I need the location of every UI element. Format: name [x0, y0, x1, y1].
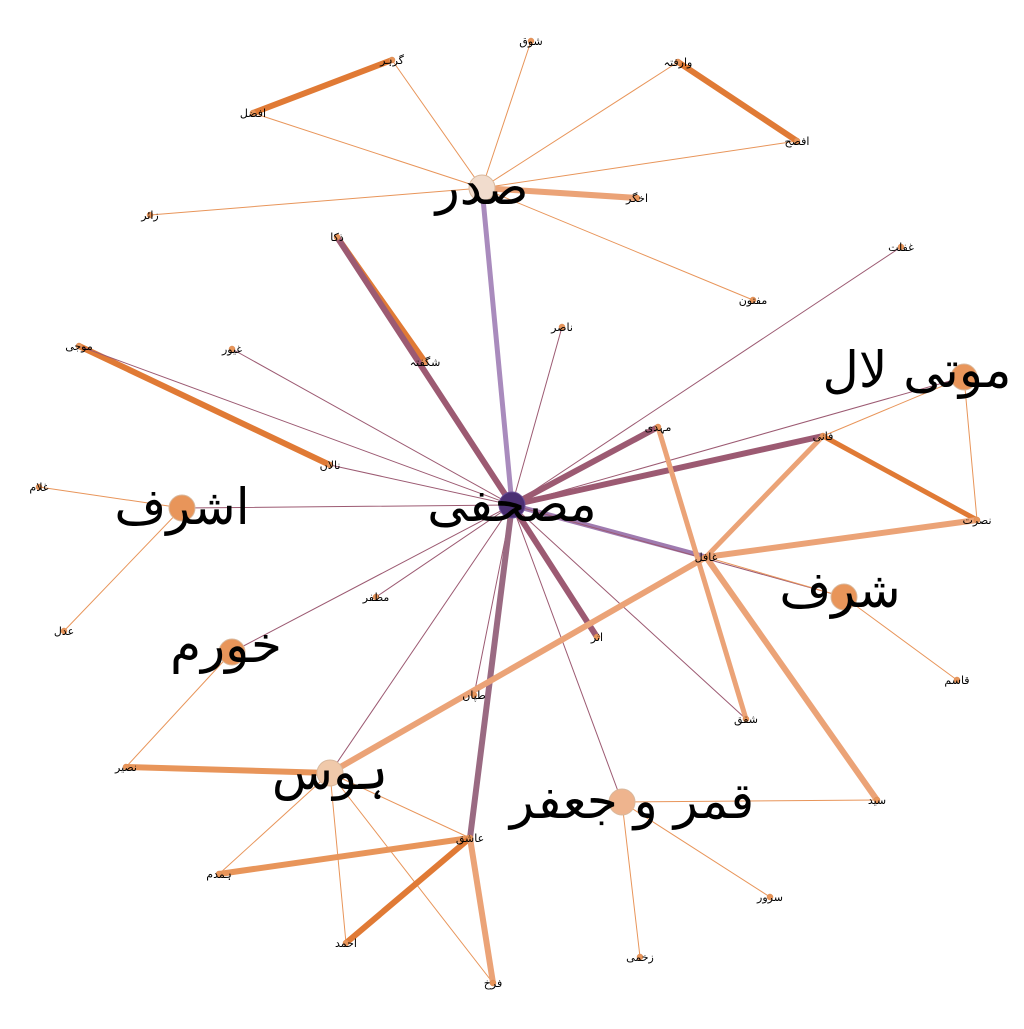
label-layer	[29, 35, 1011, 990]
node-label-zakhmi: زخمی	[626, 951, 654, 964]
node-label-akhgar: اخگر	[626, 192, 648, 205]
node-label-muzaffar: مظفر	[362, 591, 390, 604]
node-label-nalan: نالاں	[319, 459, 341, 472]
node-label-shauq: شوق	[519, 35, 543, 48]
node-label-sharaf: شرف	[779, 561, 901, 619]
node-label-sadr: صدر	[435, 158, 529, 216]
node-label-zair: زائر	[141, 209, 159, 222]
node-label-shagufta: شگفتہ	[409, 356, 441, 369]
node-label-fani: فانی	[812, 430, 834, 443]
node-label-ghaflat: غفلت	[888, 241, 914, 254]
edge-fani-ghafil	[706, 436, 823, 557]
edge-afzal-gubar	[253, 60, 392, 113]
node-label-gubar: گرہر	[380, 54, 404, 67]
node-label-surur: سرور	[757, 891, 783, 904]
node-label-hawas: ہوس	[271, 743, 389, 801]
edge-ashiq-farrukh	[470, 838, 493, 983]
edge-mahdi-shafaq	[658, 427, 746, 719]
edge-mushafi-qamar	[512, 505, 622, 802]
node-label-qasim: قاسم	[944, 674, 970, 687]
node-label-qamar: قمر و جعفر	[509, 772, 755, 830]
node-label-sayyid: سید	[867, 794, 887, 807]
node-label-zaka: ذکا	[330, 231, 344, 244]
edge-hawas-farrukh	[330, 773, 493, 983]
node-label-hamdam: ہمدم	[206, 868, 232, 881]
edge-mushafi-zaka	[337, 237, 512, 505]
node-label-nusrat: نصرت	[962, 514, 992, 527]
edge-nusrat-ghafil	[706, 520, 977, 557]
node-label-nasir: ناصر	[551, 321, 573, 334]
node-label-afsah: افصح	[784, 135, 810, 148]
node-label-farrukh: فرخ	[483, 977, 503, 990]
node-label-ghayur: غیور	[221, 343, 243, 356]
edge-sadr-zair	[150, 188, 482, 215]
node-label-ashiq: عاشق	[455, 832, 485, 845]
edge-sadr-afsah	[482, 141, 797, 188]
edge-wazifa-afsah	[678, 62, 797, 141]
node-label-afzal: افضل	[239, 107, 267, 120]
node-label-maftun: مفتون	[738, 294, 768, 307]
edge-sadr-mushafi	[482, 188, 512, 505]
node-label-motilal: موتی لال	[822, 341, 1012, 399]
node-label-ghulam: غلام	[29, 481, 49, 494]
node-label-asar: اثر	[590, 631, 604, 644]
node-label-khurram: خورم	[170, 616, 282, 674]
node-label-wazifa: وارفتہ	[663, 56, 693, 69]
node-label-ashraf: اشرف	[114, 478, 250, 536]
node-label-adl: عدل	[53, 625, 75, 638]
node-label-nasir2: نصیر	[115, 761, 137, 774]
node-label-shafaq: شفق	[734, 713, 758, 726]
edge-fani-nusrat	[823, 436, 977, 520]
node-label-tapan: طپاں	[462, 689, 486, 702]
node-label-mushafi: مصحفی	[427, 475, 597, 533]
node-label-mauji: موجی	[65, 340, 93, 353]
node-label-ahmad: احمد	[335, 937, 357, 950]
node-label-ghafil: غافل	[694, 551, 718, 564]
node-label-mahdi: مہدی	[644, 421, 672, 434]
edge-mauji-nalan	[79, 346, 330, 465]
